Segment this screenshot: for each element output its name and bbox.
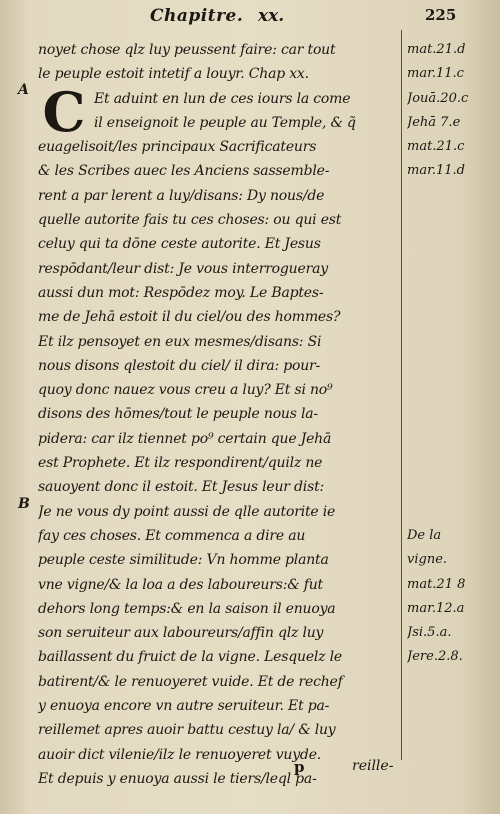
text-line: nous disons qlestoit du ciel/ il dira: pour-: [38, 357, 321, 374]
text-line: baillassent du fruict de la vigne. Lesquelz le: [38, 649, 342, 666]
text-line: Je ne vous dy point aussi de qlle autorite ie: [38, 503, 336, 520]
text-line: le peuple estoit intetif a louyr. Chap xx.: [38, 66, 309, 83]
margin-notes-column: [407, 38, 497, 670]
text-line: auoir dict vilenie/ilz le renuoyeret vuyde.: [38, 746, 322, 763]
column-rule: [401, 30, 402, 760]
margin-note: vigne.: [407, 552, 448, 568]
text-line: son seruiteur aux laboureurs/affin qlz luy: [38, 625, 324, 642]
text-line: noyet chose qlz luy peussent faire: car tout: [38, 42, 336, 58]
text-line: Et depuis y enuoya aussi le tiers/leql pa-: [38, 770, 317, 787]
margin-note: mar.12.a: [407, 600, 465, 616]
margin-letter-b: B: [18, 496, 30, 512]
margin-note: mat.21.c: [407, 139, 465, 155]
page-footer: [0, 758, 500, 782]
text-line: fay ces choses. Et commenca a dire au: [38, 527, 306, 544]
margin-note: Jere.2.8.: [407, 649, 463, 665]
margin-note: Jehā 7.e: [407, 114, 461, 130]
text-line: & les Scribes auec les Anciens sassemble-: [38, 163, 330, 180]
text-line: y enuoya encore vn autre seruiteur. Et pa-: [38, 698, 330, 715]
text-line: peuple ceste similitude: Vn homme planta: [38, 552, 329, 569]
text-line: celuy qui ta dōne ceste autorite. Et Jesus: [38, 236, 321, 253]
margin-note: Jsi.5.a.: [407, 625, 452, 641]
text-line: batirent/& le renuoyeret vuide. Et de rechef: [38, 673, 343, 690]
main-text-column: [38, 38, 400, 791]
text-line: aussi dun mot: Respōdez moy. Le Baptes-: [38, 284, 324, 301]
text-line: me de Jehā estoit il du ciel/ou des hommes?: [38, 309, 341, 326]
text-line: pidera: car ilz tiennet po⁹ certain que Jehā: [38, 430, 332, 447]
margin-letter-a: A: [18, 82, 29, 98]
margin-note: De la: [407, 527, 442, 543]
text-line: dehors long temps:& en la saison il enuoya: [38, 600, 336, 617]
text-line: reillemet apres auoir battu cestuy la/ & luy: [38, 722, 336, 739]
text-line: Et aduint en lun de ces iours la come: [94, 90, 351, 107]
margin-spacer: [407, 184, 497, 524]
text-line: sauoyent donc il estoit. Et Jesus leur dist:: [38, 479, 325, 496]
text-line: vne vigne/& la loa a des laboureurs:& fut: [38, 576, 323, 593]
text-line: respōdant/leur dist: Je vous interrogueray: [38, 260, 328, 277]
catchword: reille-: [352, 758, 394, 774]
text-line: rent a par lerent a luy/disans: Dy nous/de: [38, 187, 325, 204]
signature-mark: p: [294, 758, 305, 776]
text-line: Et ilz pensoyet en eux mesmes/disans: Si: [38, 333, 322, 350]
text-line: est Prophete. Et ilz respondirent/quilz ne: [38, 455, 323, 472]
text-line: euagelisoit/les principaux Sacrificateurs: [38, 139, 317, 156]
margin-note: mat.21.d: [407, 42, 466, 57]
text-line: quelle autorite fais tu ces choses: ou qui est: [38, 212, 342, 229]
running-title: Chapitre.: [150, 6, 244, 26]
chapter-number: xx.: [258, 6, 285, 26]
margin-note: mat.21 8: [407, 576, 466, 592]
running-header: [0, 2, 500, 28]
text-line: quoy donc nauez vous creu a luy? Et si no⁹: [38, 382, 333, 399]
margin-note: mar.11.d: [407, 163, 465, 179]
drop-cap: C: [42, 80, 86, 144]
folio-number: 225: [425, 6, 457, 24]
text-line: il enseignoit le peuple au Temple, & q̃: [94, 114, 356, 131]
margin-note: Jouā.20.c: [407, 90, 469, 106]
margin-note: mar.11.c: [407, 66, 464, 82]
text-line: disons des hōmes/tout le peuple nous la-: [38, 406, 318, 423]
